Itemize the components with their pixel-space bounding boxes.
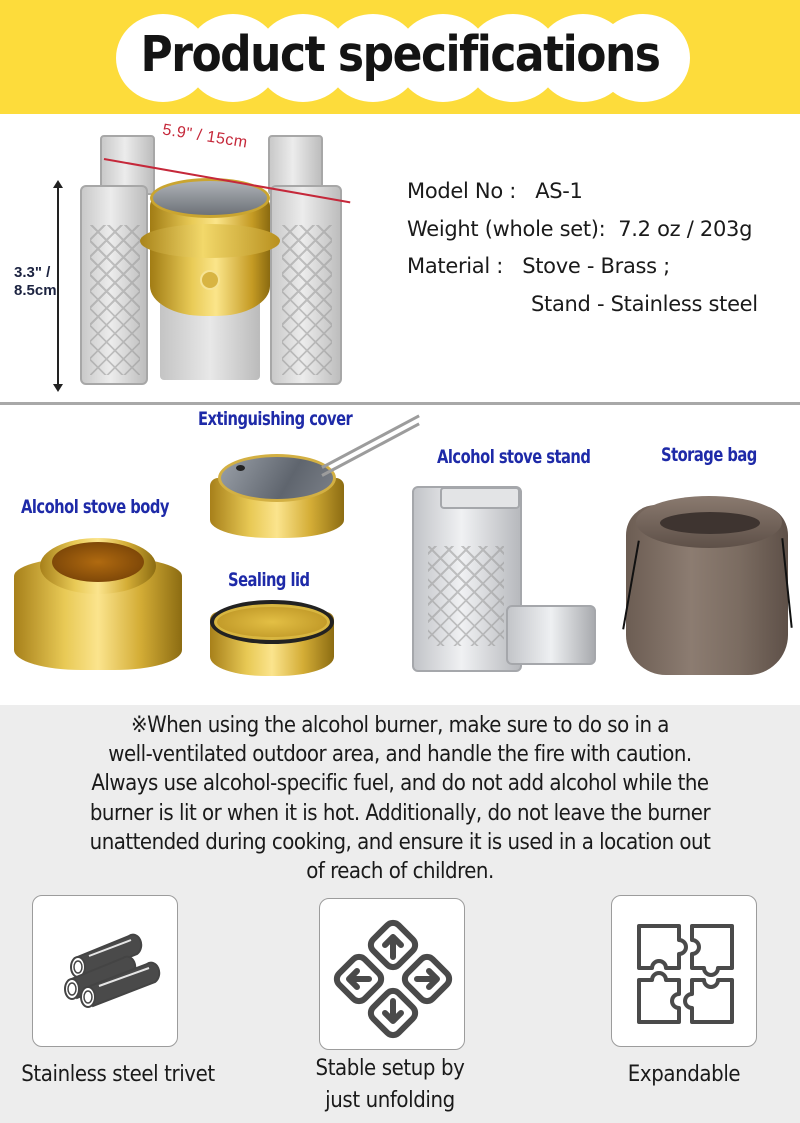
logo-icon <box>200 270 220 290</box>
feature-card-unfolding <box>319 898 465 1050</box>
safety-notice <box>20 711 780 886</box>
feature-label-line: Expandable <box>627 1062 741 1087</box>
extinguishing-cover-top <box>218 454 336 502</box>
brass-ring <box>140 224 280 258</box>
feature-label-line: Stainless steel trivet <box>21 1062 215 1087</box>
notice-line: burner is lit or when it is hot. Additionally, do not leave the burner <box>89 800 711 826</box>
label-stove-body: Alcohol stove body <box>21 496 169 518</box>
puzzle-icon <box>612 896 758 1048</box>
label-stove-stand: Alcohol stove stand <box>437 446 591 468</box>
spec-material-cont <box>407 286 758 324</box>
spec-label: Weight (whole set): <box>407 216 606 241</box>
feature-label-line: Stable setup by <box>315 1056 465 1081</box>
extinguishing-cover-handle <box>321 423 420 477</box>
feature-label-unfolding <box>290 1053 490 1117</box>
notice-line: of reach of children. <box>306 859 494 885</box>
move-arrows-icon <box>320 899 466 1051</box>
spec-value: Stove - Brass ; <box>522 254 670 278</box>
section-divider <box>0 402 800 405</box>
spec-weight <box>407 211 758 249</box>
stove-stand-foot <box>506 605 596 665</box>
page-title: Product specifications <box>140 26 660 84</box>
spec-material <box>407 248 758 286</box>
notice-line: Always use alcohol-specific fuel, and do not add alcohol while the <box>91 771 709 797</box>
spec-value: 7.2 oz / 203g <box>618 216 753 241</box>
feature-card-trivet <box>32 895 178 1047</box>
feature-label-line: just unfolding <box>325 1088 455 1113</box>
label-extinguishing-cover: Extinguishing cover <box>198 408 353 430</box>
label-sealing-lid: Sealing lid <box>228 569 310 591</box>
height-dimension-line1: 3.3" / <box>14 264 51 281</box>
stove-stand-hook <box>440 487 520 509</box>
spec-label: Material : <box>407 254 504 278</box>
storage-bag-opening <box>660 512 760 534</box>
stand-lattice <box>282 225 332 375</box>
stove-body-opening <box>52 542 144 582</box>
feature-label-trivet <box>0 1059 236 1091</box>
width-dimension: 5.9" / 15cm <box>161 121 249 152</box>
notice-line: well-ventilated outdoor area, and handle the fire with caution. <box>108 742 692 768</box>
stand-lattice <box>90 225 140 375</box>
stove-stand-lattice <box>428 546 504 646</box>
height-dimension-line2: 8.5cm <box>14 282 57 299</box>
spec-value: AS-1 <box>535 179 583 203</box>
notice-line: ※When using the alcohol burner, make sure to do so in a <box>131 713 669 738</box>
feature-label-expandable <box>584 1059 784 1091</box>
spec-value: Stand - Stainless steel <box>531 291 758 316</box>
sealing-lid-top <box>210 600 334 644</box>
title-banner <box>0 0 800 114</box>
notice-line: unattended during cooking, and ensure it is used in a location out <box>89 829 711 855</box>
label-storage-bag: Storage bag <box>661 444 757 466</box>
feature-card-expandable <box>611 895 757 1047</box>
extinguishing-cover-hole <box>236 465 245 471</box>
specs-list <box>407 173 758 323</box>
spec-label: Model No : <box>407 179 517 203</box>
spec-model <box>407 173 758 211</box>
height-dimension <box>14 264 74 300</box>
pipes-icon <box>33 896 179 1048</box>
